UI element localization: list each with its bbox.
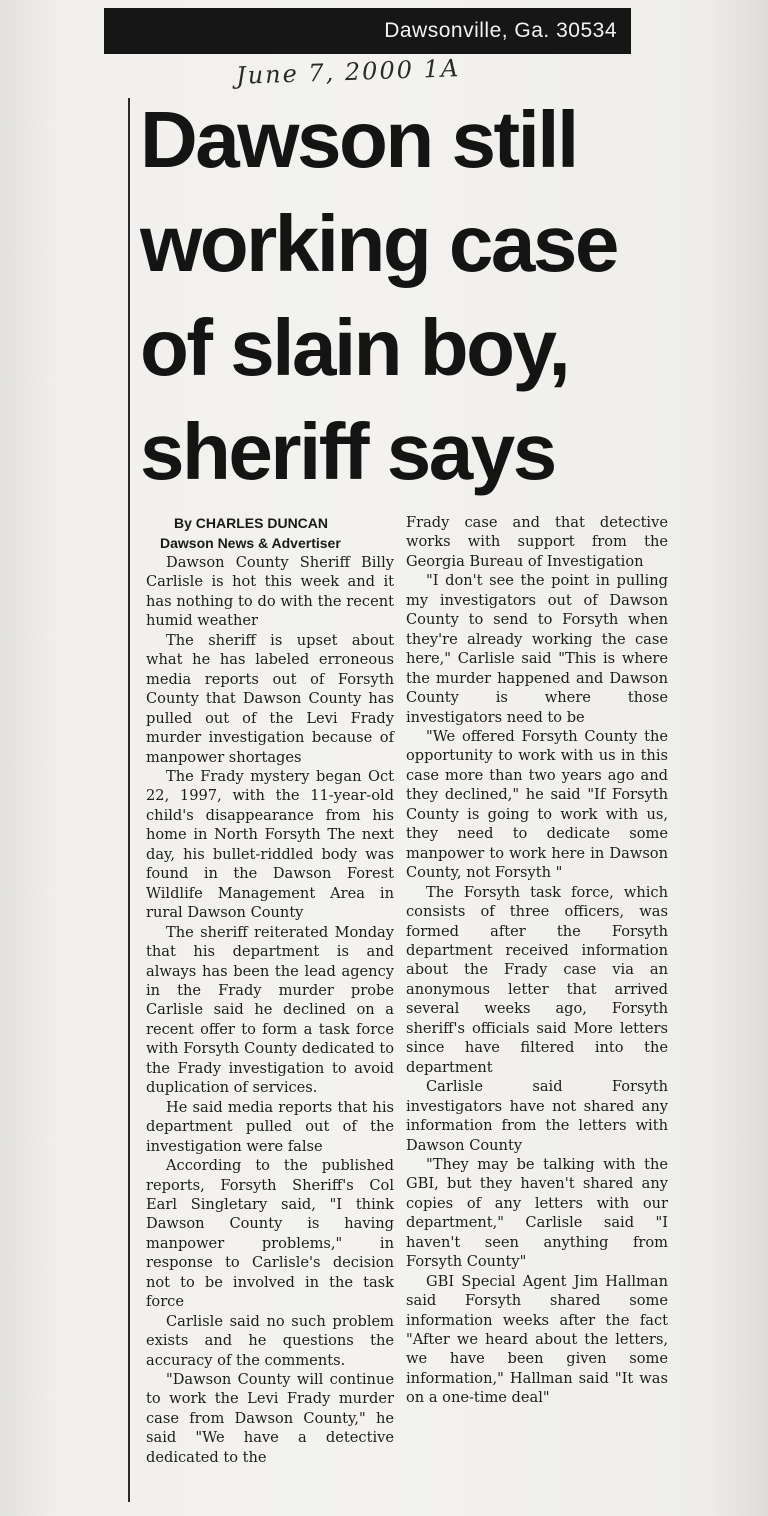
byline-publication: Dawson News & Advertiser bbox=[160, 534, 341, 551]
article-paragraph: "We offered Forsyth County the opportunity to work with us in this case more than two years ago and they declined," he said "If Forsyth County is going to work with us, they need to dedicate some manpower to work here in Dawson County, not Forsyth " bbox=[406, 727, 668, 882]
column-rule bbox=[128, 98, 130, 1502]
article-paragraph: The sheriff is upset about what he has labeled erroneous media reports out of Forsyth County that Dawson County has pulled out of the Levi Frady murder investigation because of manpower shortages bbox=[146, 631, 394, 766]
byline-author: By CHARLES DUNCAN bbox=[174, 515, 329, 531]
article-paragraph: Frady case and that detective works with support from the Georgia Bureau of Investigation bbox=[406, 514, 668, 570]
article-column-right bbox=[406, 513, 668, 1408]
masthead-bar bbox=[104, 8, 631, 54]
headline-line: Dawson still bbox=[140, 95, 577, 184]
article-paragraph: The Frady mystery began Oct 22, 1997, with the 11-year-old child's disappearance from his home in North Forsyth The next day, his bullet-riddled body was found in the Dawson Forest Wildlife Management Area in rural Dawson County bbox=[146, 767, 394, 922]
handwritten-date-note: June 7, 2000 1A bbox=[235, 54, 461, 90]
article-paragraph: Dawson County Sheriff Billy Carlisle is hot this week and it has nothing to do with the recent humid weather bbox=[146, 554, 394, 630]
article-paragraph: Carlisle said Forsyth investigators have not shared any information from the letters with Dawson County bbox=[406, 1078, 668, 1154]
article-paragraph: The sheriff reiterated Monday that his department is and always has been the lead agency in the Frady murder probe Carlisle said he declined on a recent offer to form a task force with Forsyth County dedicated to the Frady investigation to avoid duplication of services. bbox=[146, 923, 394, 1097]
headline-line: of slain boy, bbox=[140, 303, 569, 392]
article-paragraph: "Dawson County will continue to work the Levi Frady murder case from Dawson County," he said "We have a detective dedicated to the bbox=[146, 1371, 394, 1466]
masthead-location: Dawsonville, Ga. 30534 bbox=[384, 19, 617, 42]
article-paragraph: "I don't see the point in pulling my investigators out of Dawson County to send to Forsyth when they're already working the case here," Carlisle said "This is where the murder happened and Dawson County is where those investigators need to be bbox=[406, 572, 668, 726]
article-paragraph: "They may be talking with the GBI, but they haven't shared any copies of any letters with our department," Carlisle said "I haven't seen anything from Forsyth County" bbox=[406, 1155, 668, 1271]
byline bbox=[146, 514, 394, 553]
article-paragraph: According to the published reports, Forsyth Sheriff's Col Earl Singletary said, "I think Dawson County is having manpower problems," in response to Carlisle's decision not to be involved in the task force bbox=[146, 1157, 394, 1311]
article-paragraph: Carlisle said no such problem exists and he questions the accuracy of the comments. bbox=[146, 1312, 394, 1369]
headline-line: working case bbox=[140, 199, 617, 288]
headline bbox=[140, 88, 700, 504]
article-column-left bbox=[146, 514, 394, 1467]
headline-line: sheriff says bbox=[140, 407, 555, 496]
article-paragraph: GBI Special Agent Jim Hallman said Forsyth shared some information weeks after the fact "After we heard about the letters, we have been given some information," Hallman said "It was on a one-time deal" bbox=[406, 1272, 668, 1407]
article-paragraph: He said media reports that his department pulled out of the investigation were false bbox=[146, 1098, 394, 1155]
article-paragraph: The Forsyth task force, which consists of three officers, was formed after the Forsyth department received information about the Frady case via an anonymous letter that arrived several weeks ago, Forsyth sheriff's officials said More letters since have filtered into the department bbox=[406, 883, 668, 1076]
